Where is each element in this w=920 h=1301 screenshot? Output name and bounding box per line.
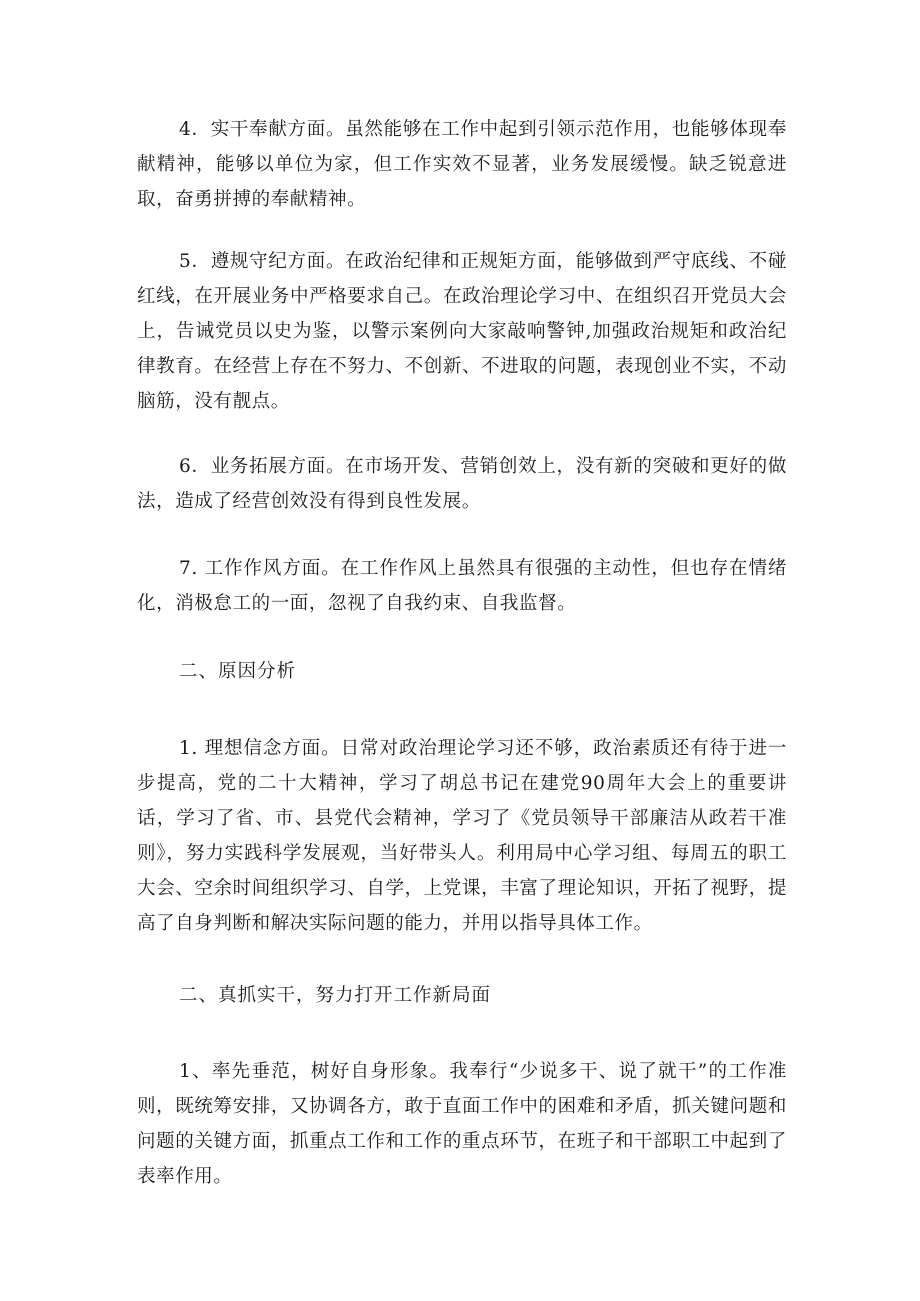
- paragraph-lead-by-example: 1、率先垂范，树好自身形象。我奉行“少说多干、说了就干”的工作准则，既统筹安排，又协调各方，敢于直面工作中的困难和矛盾，抓关键问题和问题的关键方面，抓重点工作和工作的重点环节，在班子和干部职工中起到了表率作用。: [137, 1061, 787, 1187]
- paragraph-practical-dedication: 4．实干奉献方面。虽然能够在工作中起到引领示范作用，也能够体现奉献精神，能够以单位为家，但工作实效不显著，业务发展缓慢。缺乏锐意进取，奋勇拼搏的奉献精神。: [137, 119, 787, 210]
- paragraph-business-expansion: 6．业务拓展方面。在市场开发、营销创效上，没有新的突破和更好的做法，造成了经营创效没有得到良性发展。: [137, 456, 787, 512]
- paragraph-ideals-beliefs: 1. 理想信念方面。日常对政治理论学习还不够，政治素质还有待于进一步提高，党的二十大精神，学习了胡总书记在建党90周年大会上的重要讲话，学习了省、市、县党代会精神，学习了《党员领导干部廉洁从政若干准则》，努力实践科学发展观，当好带头人。利用局中心学习组、每周五的职工大会、空余时间组织学习、自学，上党课，丰富了理论知识，开拓了视野，提高了自身判断和解决实际问题的能力，并用以指导具体工作。: [137, 738, 787, 934]
- paragraph-work-style: 7. 工作作风方面。在工作作风上虽然具有很强的主动性，但也存在情绪化，消极怠工的一面，忽视了自我约束、自我监督。: [137, 558, 787, 614]
- paragraph-discipline: 5．遵规守纪方面。在政治纪律和正规矩方面，能够做到严守底线、不碰红线，在开展业务中严格要求自己。在政治理论学习中、在组织召开党员大会上，告诫党员以史为鉴，以警示案例向大家敲响警钟,加强政治规矩和政治纪律教育。在经营上存在不努力、不创新、不进取的问题，表现创业不实，不动脑筋，没有靓点。: [137, 251, 787, 412]
- section-heading-new-situation: 二、真抓实干，努力打开工作新局面: [179, 985, 492, 1006]
- section-heading-cause-analysis: 二、原因分析: [179, 661, 297, 682]
